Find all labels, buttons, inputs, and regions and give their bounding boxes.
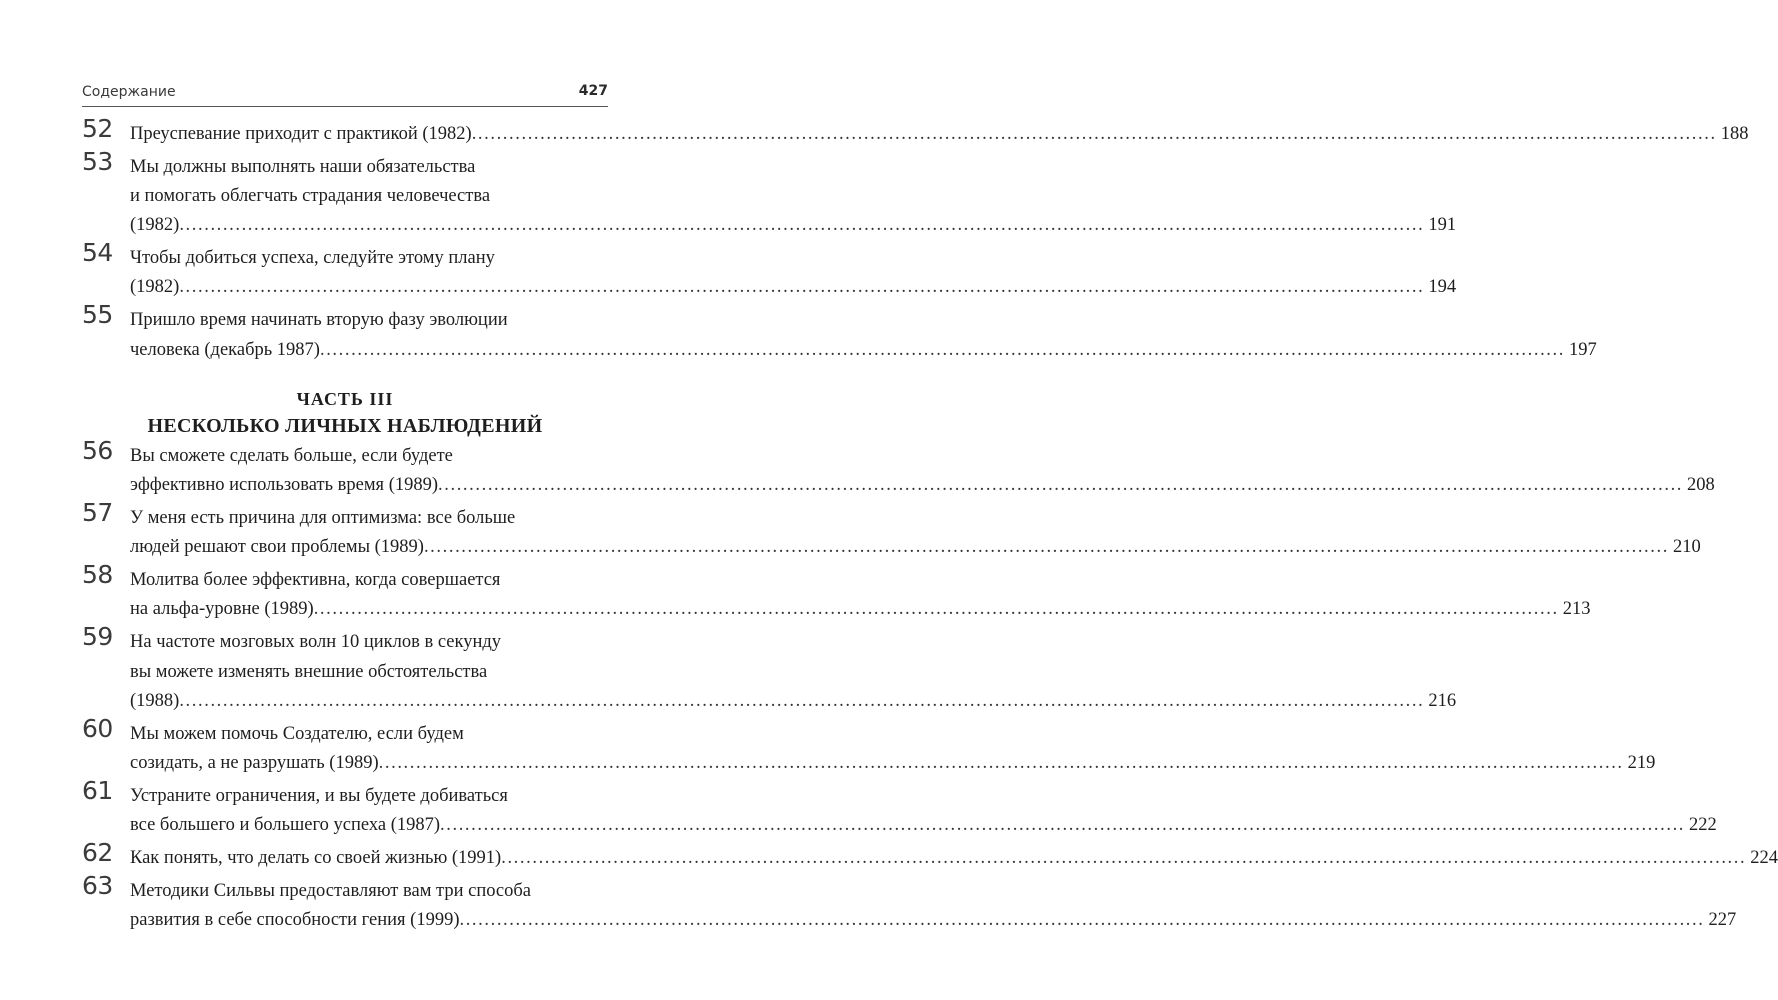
chapter-title-line: Методики Сильвы предоставляют вам три способа — [130, 880, 532, 901]
running-title: Содержание — [82, 84, 176, 100]
chapter-page-number: 219 — [1627, 752, 1656, 773]
chapter-title-last-line — [130, 749, 1656, 778]
page-number: 427 — [578, 83, 608, 99]
chapter-number: 57 — [82, 498, 113, 528]
chapter-page-number: 194 — [1428, 277, 1457, 298]
chapter-title-line: Мы должны выполнять наши обязательства — [130, 156, 476, 177]
chapter-title-line: Устраните ограничения, и вы будете добиваться — [130, 785, 508, 806]
chapter-title-text: Преуспевание приходит с практикой (1982) — [130, 124, 472, 144]
dot-leader: ........................................................................................................................................................................................................ — [319, 339, 1565, 360]
chapter-number: 54 — [82, 238, 113, 268]
chapter-title-text: развития в себе способности гения (1999) — [130, 909, 460, 930]
dot-leader: ........................................................................................................................................................................................................ — [179, 215, 1425, 236]
chapter-number: 63 — [82, 870, 113, 900]
chapter-title-last-line — [130, 687, 1457, 716]
dot-leader: ........................................................................................................................................................................................................ — [438, 475, 1684, 496]
chapter-number: 53 — [82, 146, 113, 176]
chapter-title-last-line — [130, 211, 1457, 240]
dot-leader: ........................................................................................................................................................................................................ — [471, 124, 1717, 144]
chapter-title-text: людей решают свои проблемы (1989) — [130, 537, 424, 558]
chapter-title-text: (1982) — [130, 215, 180, 236]
chapter-title-text: (1988) — [130, 690, 180, 711]
chapter-page-number: 208 — [1687, 475, 1715, 496]
chapter-title-last-line — [130, 273, 1457, 302]
chapter-number: 61 — [82, 775, 113, 805]
chapter-page-number: 191 — [1428, 215, 1457, 236]
chapter-title-last-line — [130, 906, 1737, 935]
part-title: НЕСКОЛЬКО ЛИЧНЫХ НАБЛЮДЕНИЙ — [147, 415, 543, 437]
chapter-page-number: 224 — [1750, 847, 1778, 868]
chapter-number: 60 — [82, 713, 113, 743]
chapter-title-text: на альфа-уровне (1989) — [130, 599, 314, 620]
chapter-number: 62 — [82, 837, 113, 867]
chapter-title-last-line — [130, 844, 1778, 873]
chapter-title-text: (1982) — [130, 277, 180, 298]
chapter-title-line: На частоте мозговых волн 10 циклов в секунду — [130, 632, 502, 653]
dot-leader: ........................................................................................................................................................................................................ — [459, 909, 1705, 930]
chapter-title-last-line — [130, 120, 1749, 149]
chapter-title-line: Мы можем помочь Создателю, если будем — [130, 723, 464, 744]
chapter-title-text: человека (декабрь 1987) — [130, 339, 320, 360]
chapter-title-line: Вы сможете сделать больше, если будете — [130, 446, 453, 466]
chapter-title-text: Как понять, что делать со своей жизнью (1991) — [130, 847, 502, 868]
chapter-number: 58 — [82, 560, 113, 590]
chapter-number: 52 — [82, 114, 113, 143]
chapter-title-line: Чтобы добиться успеха, следуйте этому плану — [130, 248, 495, 269]
dot-leader: ........................................................................................................................................................................................................ — [179, 690, 1425, 711]
dot-leader: ........................................................................................................................................................................................................ — [423, 537, 1669, 558]
chapter-number: 55 — [82, 300, 113, 330]
dot-leader: ........................................................................................................................................................................................................ — [179, 277, 1425, 298]
chapter-page-number: 222 — [1689, 815, 1717, 836]
part-label: ЧАСТЬ III — [296, 389, 394, 409]
chapter-page-number: 197 — [1568, 339, 1597, 360]
chapter-title-line: и помогать облегчать страдания человечества — [130, 186, 491, 207]
chapter-title-line: вы можете изменять внешние обстоятельства — [130, 661, 488, 682]
chapter-title-last-line — [130, 811, 1717, 840]
dot-leader: ........................................................................................................................................................................................................ — [440, 815, 1686, 836]
dot-leader: ........................................................................................................................................................................................................ — [378, 752, 1624, 773]
chapter-title-text: созидать, а не разрушать (1989) — [130, 752, 379, 773]
chapter-title-text: эффективно использовать время (1989) — [130, 475, 439, 496]
chapter-title-line: Пришло время начинать вторую фазу эволюции — [130, 310, 508, 331]
chapter-title-last-line — [130, 533, 1701, 562]
dot-leader: ........................................................................................................................................................................................................ — [313, 599, 1559, 620]
chapter-page-number: 213 — [1562, 599, 1591, 620]
chapter-title-last-line — [130, 336, 1597, 365]
chapter-number: 56 — [82, 436, 113, 465]
page-header — [82, 81, 608, 107]
chapter-page-number: 188 — [1720, 124, 1749, 144]
chapter-page-number: 227 — [1708, 909, 1737, 930]
chapter-title-line: Молитва более эффективна, когда совершается — [130, 570, 501, 591]
chapter-title-last-line — [130, 595, 1591, 624]
chapter-title-line: У меня есть причина для оптимизма: все больше — [130, 508, 516, 529]
chapter-number: 59 — [82, 622, 113, 652]
header-rule — [82, 106, 608, 107]
dot-leader: ........................................................................................................................................................................................................ — [501, 847, 1747, 868]
chapter-title-text: все большего и большего успеха (1987) — [130, 815, 441, 836]
chapter-page-number: 210 — [1672, 537, 1701, 558]
chapter-title-last-line — [130, 471, 1715, 500]
chapter-page-number: 216 — [1428, 690, 1457, 711]
